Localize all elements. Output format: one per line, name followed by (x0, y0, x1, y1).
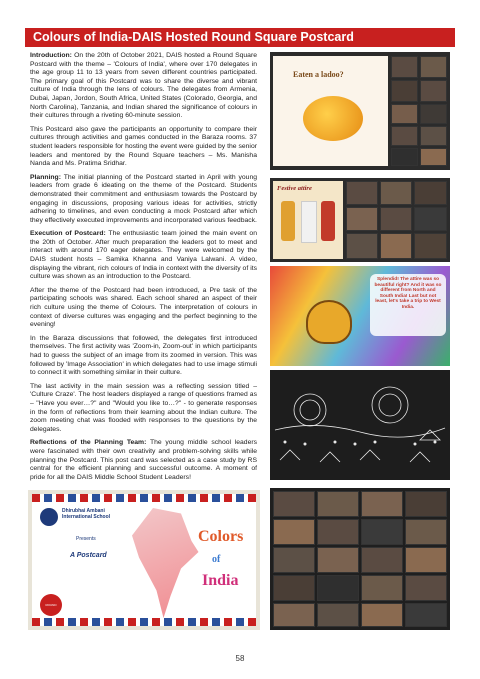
page-title-banner (25, 28, 455, 47)
postcard-image (28, 490, 260, 630)
postcard-school-name: Dhirubhai Ambani International School (62, 508, 111, 520)
postcard-of-word: of (212, 554, 221, 565)
planning-label: Planning: (30, 173, 61, 181)
zoom-screenshot-attire (270, 178, 450, 262)
postcard-presents: Presents (76, 536, 96, 542)
india-map (132, 508, 202, 618)
postcard-colors-word: Colors (198, 528, 244, 545)
round-square-badge: ROUND SQUARE (40, 594, 62, 616)
ladoo-image (303, 96, 363, 141)
reflections-label: Reflections of the Planning Team: (30, 439, 147, 447)
page-number: 58 (235, 654, 245, 663)
planning-paragraph (30, 174, 257, 226)
warli-pattern (270, 370, 450, 480)
school-logo (40, 508, 58, 526)
attire-slide (273, 181, 343, 259)
attire-caption: Festive attire (277, 185, 312, 192)
execution-paragraph (30, 230, 257, 282)
article-body (30, 52, 257, 487)
planning-text: The initial planning of the Postcard started in April with young leaders from grade 6 ideating on the theme of the Postcard. Students demonstrated their commitment and enthusiasm towards the Postcard by engaging in discussions, proposing various ideas for activities, strictly adhering to timelines, and even conducting a mock Postcard after which they effectively executed improvements and incorporated various feedback. (30, 173, 257, 224)
reflections-text: The young middle school leaders were fascinated with their own creativity and problem-solving skills while planning the Postcard. This post card was selected as a case study by RS central for the efficient planning and successful outcome. A moment of pride for all the DAIS Middle School Student Leaders! (30, 439, 258, 481)
paragraph-6: In the Baraza discussions that followed, the delegates first introduced themselves. The first activity was 'Zoom-in, Zoom-out' in which participants had to guess the subject of an image from its zoomed in version. This was followed by 'Image Association' in which delegates had to use image stimuli to connect it with something similar in their culture. (30, 334, 257, 377)
execution-label: Execution of Postcard: (30, 230, 106, 238)
mascot-slide-image (270, 266, 450, 366)
zoom-gallery-screenshot (270, 488, 450, 630)
paragraph-7: The last activity in the main session was a reflecting session titled – 'Culture Craze'. The host leaders displayed a range of questions framed as – "Have you ever…?" and "Would you like to…?" - to generate responses in the form of reflections from their learning about the Indian culture. The zoom meeting chat was flooded with responses to the questions by the delegates. (30, 382, 257, 433)
mascot-character (306, 300, 352, 344)
mascot-speech-text: Splendid! The attire was so beautiful right? And it was so different from North and South India! Last but not least, let's take a trip to West India. (374, 277, 442, 310)
intro-text: On the 20th of October 2021, DAIS hosted a Round Square Postcard with the theme – 'Colours of India', where over 170 delegates in the age group 11 to 13 years from seven different countries participated. The primary goal of this Postcard was to share the diverse and vibrant culture of India through the lens of colours. The delegates from Armenia, Dubai, Japan, Jordon, South Africa, United States (Colorado, Georgia, and North Carolina), Tanzania, and Indian shared the significance of colours in their cultures through a riveting 60-minute session. (30, 52, 258, 120)
execution-text: The enthusiastic team joined the main event on the 20th of October. After much preparation the leaders got to meet and interact with around 170 eager delegates. They were welcomed by the DAIS student hosts – Samika Khanna and Vaniya Lalwani. A video, displaying the vibrant, rich colours of India in context with the diversity of its culture was shown as an introduction to the Postcard. (30, 230, 257, 281)
mascot-speech-bubble (370, 274, 446, 336)
postcard-title: A Postcard (70, 552, 107, 559)
ladoo-caption: Eaten a ladoo? (293, 70, 344, 79)
paragraph-5: After the theme of the Postcard had been introduced, a Pre task of the participating schools was shared. Each school shared an aspect of their rich culture using the theme of Colours. The interpretation of colours in context of diverse cultures was engaging and the perfect beginning to the evening! (30, 286, 257, 329)
ladoo-slide (273, 56, 388, 166)
intro-label: Introduction: (30, 52, 72, 59)
postcard-india-word: India (202, 572, 239, 589)
paragraph-2: This Postcard also gave the participants an opportunity to compare their cultures through activities and games conducted in the Baraza rooms. 37 student leaders responsible for hosting the event were guided by the senior leaders and mentored by the Round Square teachers – Ms. Manisha Nanda and Ms. Pratima Sridhar. (30, 125, 257, 168)
reflections-paragraph (30, 439, 257, 482)
page-title: Colours of India-DAIS Hosted Round Square Postcard (33, 30, 354, 44)
intro-paragraph (30, 52, 257, 121)
warli-art-image (270, 370, 450, 480)
zoom-screenshot-ladoo (270, 52, 450, 170)
